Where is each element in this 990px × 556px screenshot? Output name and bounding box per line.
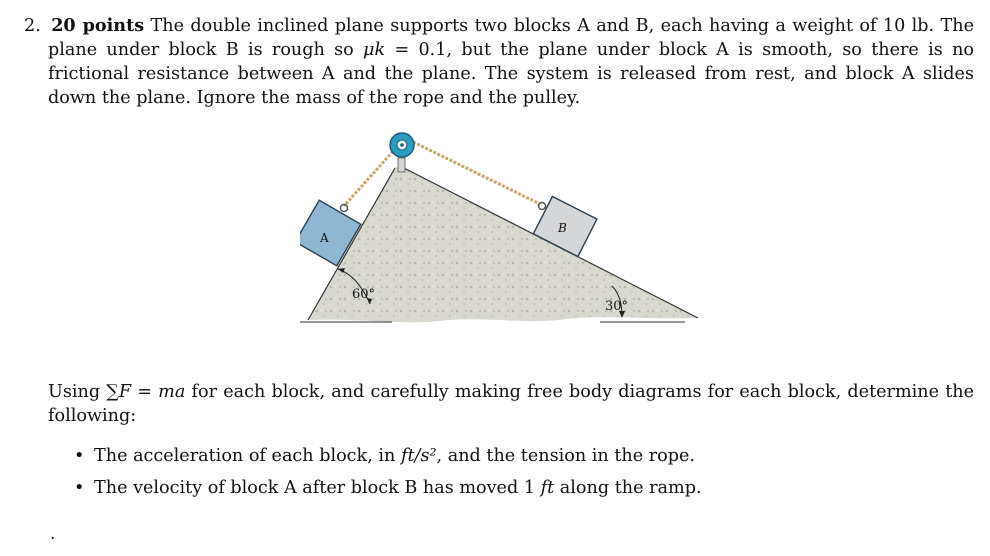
hook-b xyxy=(539,203,546,210)
pulley-axle xyxy=(400,143,404,147)
bullet-2-unit: ft xyxy=(540,478,555,498)
pulley-bracket xyxy=(398,158,405,172)
bullet-2-text-1: The velocity of block A after block B has moved 1 xyxy=(94,478,541,498)
ma: ma xyxy=(158,382,186,402)
block-b-label: B xyxy=(558,221,567,235)
question-list xyxy=(72,444,952,508)
mu-symbol: μk xyxy=(363,40,386,60)
problem-text-1: The double inclined plane supports two blocks A and B, each having a weight of 10 lb. The plane under block B is rough so xyxy=(48,16,975,60)
instructions-text-2: = xyxy=(131,382,159,402)
bullet-1-text-2: , and the tension in the rope. xyxy=(436,446,696,466)
instructions xyxy=(48,380,974,428)
angle-label-right: 30° xyxy=(605,299,629,314)
sum-f: ∑F xyxy=(106,382,132,402)
instructions-text-1: Using xyxy=(48,382,107,402)
inclined-plane-figure xyxy=(300,128,700,328)
problem-paragraph xyxy=(24,14,974,110)
problem-points: 20 points xyxy=(51,15,145,36)
bullet-1-text-1: The acceleration of each block, in xyxy=(94,446,401,466)
block-a-label: A xyxy=(320,231,329,245)
bullet-1-unit: ft/s² xyxy=(400,446,437,466)
list-item xyxy=(72,444,952,468)
problem-statement xyxy=(24,14,974,110)
list-item xyxy=(72,476,952,500)
instructions-text-3: for each block, and carefully making free body diagrams for each block, determine the following: xyxy=(48,382,975,426)
problem-number: 2. xyxy=(24,16,41,36)
bullet-2-text-2: along the ramp. xyxy=(554,478,702,498)
stray-mark: . xyxy=(50,524,56,544)
problem-text-2: = 0.1, but the plane under block A is smooth, so there is no frictional resistance between A and the plane. The system is released from rest, and block A slides down the plane. Ignore the mass of the rope and the pulley. xyxy=(48,40,974,108)
angle-label-left: 60° xyxy=(352,287,376,302)
